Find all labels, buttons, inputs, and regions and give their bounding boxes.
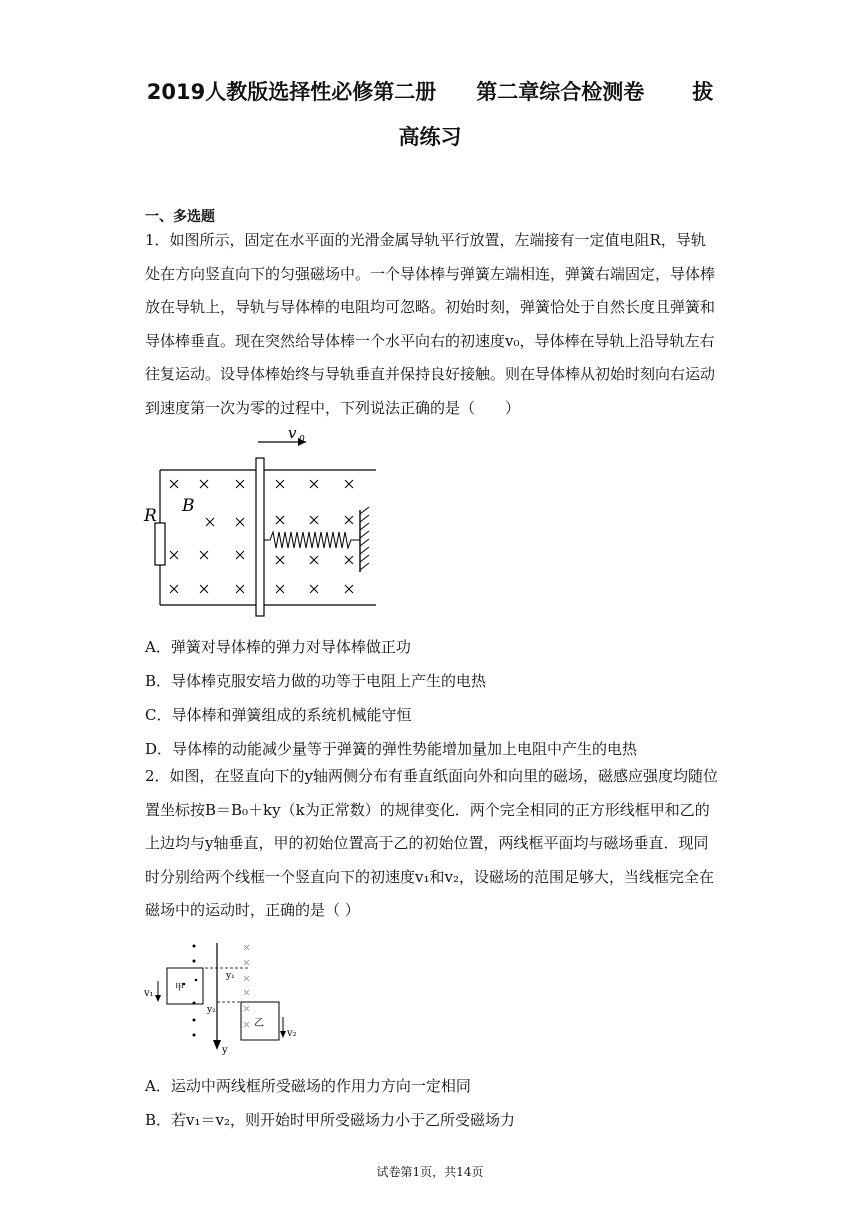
field-label: B bbox=[182, 496, 195, 516]
title-part1: 2019人教版选择性必修第二册 bbox=[146, 80, 437, 104]
title-part3: 拔 bbox=[692, 80, 714, 104]
q1-option-a: A．弹簧对导体棒的弹力对导体棒做正功 bbox=[145, 638, 411, 656]
document-title-line1 bbox=[0, 76, 860, 106]
question-2-figure bbox=[140, 938, 305, 1063]
y1-label: y₁ bbox=[226, 971, 235, 981]
velocity-label: v bbox=[288, 424, 297, 442]
question-2-text: 2．如图，在竖直向下的y轴两侧分布有垂直纸面向外和向里的磁场，磁感应强度均随位置坐标按B＝B₀＋ky（k为正常数）的规律变化．两个完全相同的正方形线框甲和乙的上边均与y轴垂直，甲的初始位置高于乙的初始位置，两线框平面均与磁场垂直．现同时分别给两个线框一个竖直向下的初速度v₁和v₂，设磁场的范围足够大，当线框完全在磁场中的运动时，正确的是（ ） bbox=[145, 767, 719, 919]
page-footer: 试卷第1页，共14页 bbox=[376, 1165, 484, 1179]
resistor bbox=[155, 523, 165, 565]
q1-option-b: B．导体棒克服安培力做的功等于电阻上产生的电热 bbox=[145, 672, 487, 690]
q1-option-d: D．导体棒的动能减少量等于弹簧的弹性势能增加量加上电阻中产生的电热 bbox=[145, 740, 638, 758]
section-heading: 一、多选题 bbox=[145, 209, 215, 225]
velocity-subscript: 0 bbox=[299, 435, 305, 445]
resistor-label: R bbox=[144, 506, 157, 526]
frame-jia-label: 甲 bbox=[175, 983, 185, 993]
frame-yi-label: 乙 bbox=[254, 1018, 264, 1029]
y2-label: y₂ bbox=[207, 1005, 216, 1015]
title-part2: 第二章综合检测卷 bbox=[476, 80, 645, 104]
q2-option-a: A．运动中两线框所受磁场的作用力方向一定相同 bbox=[145, 1077, 471, 1095]
question-1-figure bbox=[140, 424, 390, 623]
y-axis-label: y bbox=[222, 1045, 228, 1056]
dots-left bbox=[183, 945, 198, 1037]
conductor-rod bbox=[256, 458, 264, 616]
spring bbox=[264, 532, 360, 548]
crosses-right bbox=[244, 945, 249, 1027]
q2-option-b: B．若v₁＝v₂，则开始时甲所受磁场力小于乙所受磁场力 bbox=[145, 1111, 515, 1129]
v2-label: v₂ bbox=[287, 1028, 297, 1039]
q1-option-c: C．导体棒和弹簧组成的系统机械能守恒 bbox=[145, 706, 412, 724]
v1-label: v₁ bbox=[144, 988, 154, 999]
frame-jia bbox=[167, 968, 203, 1004]
question-1-text: 1．如图所示，固定在水平面的光滑金属导轨平行放置，左端接有一定值电阻R，导轨处在方向竖直向下的匀强磁场中。一个导体棒与弹簧左端相连，弹簧右端固定，导体棒放在导轨上，导轨与导体棒的电阻均可忽略。初始时刻，弹簧恰处于自然长度且弹簧和导体棒垂直。现在突然给导体棒一个水平向右的初速度v₀，导体棒在导轨上沿导轨左右往复运动。设导体棒始终与导轨垂直并保持良好接触。则在导体棒从初始时刻向右运动到速度第一次为零的过程中，下列说法正确的是（ ） bbox=[145, 231, 716, 417]
document-title-line2: 高练习 bbox=[398, 125, 462, 149]
